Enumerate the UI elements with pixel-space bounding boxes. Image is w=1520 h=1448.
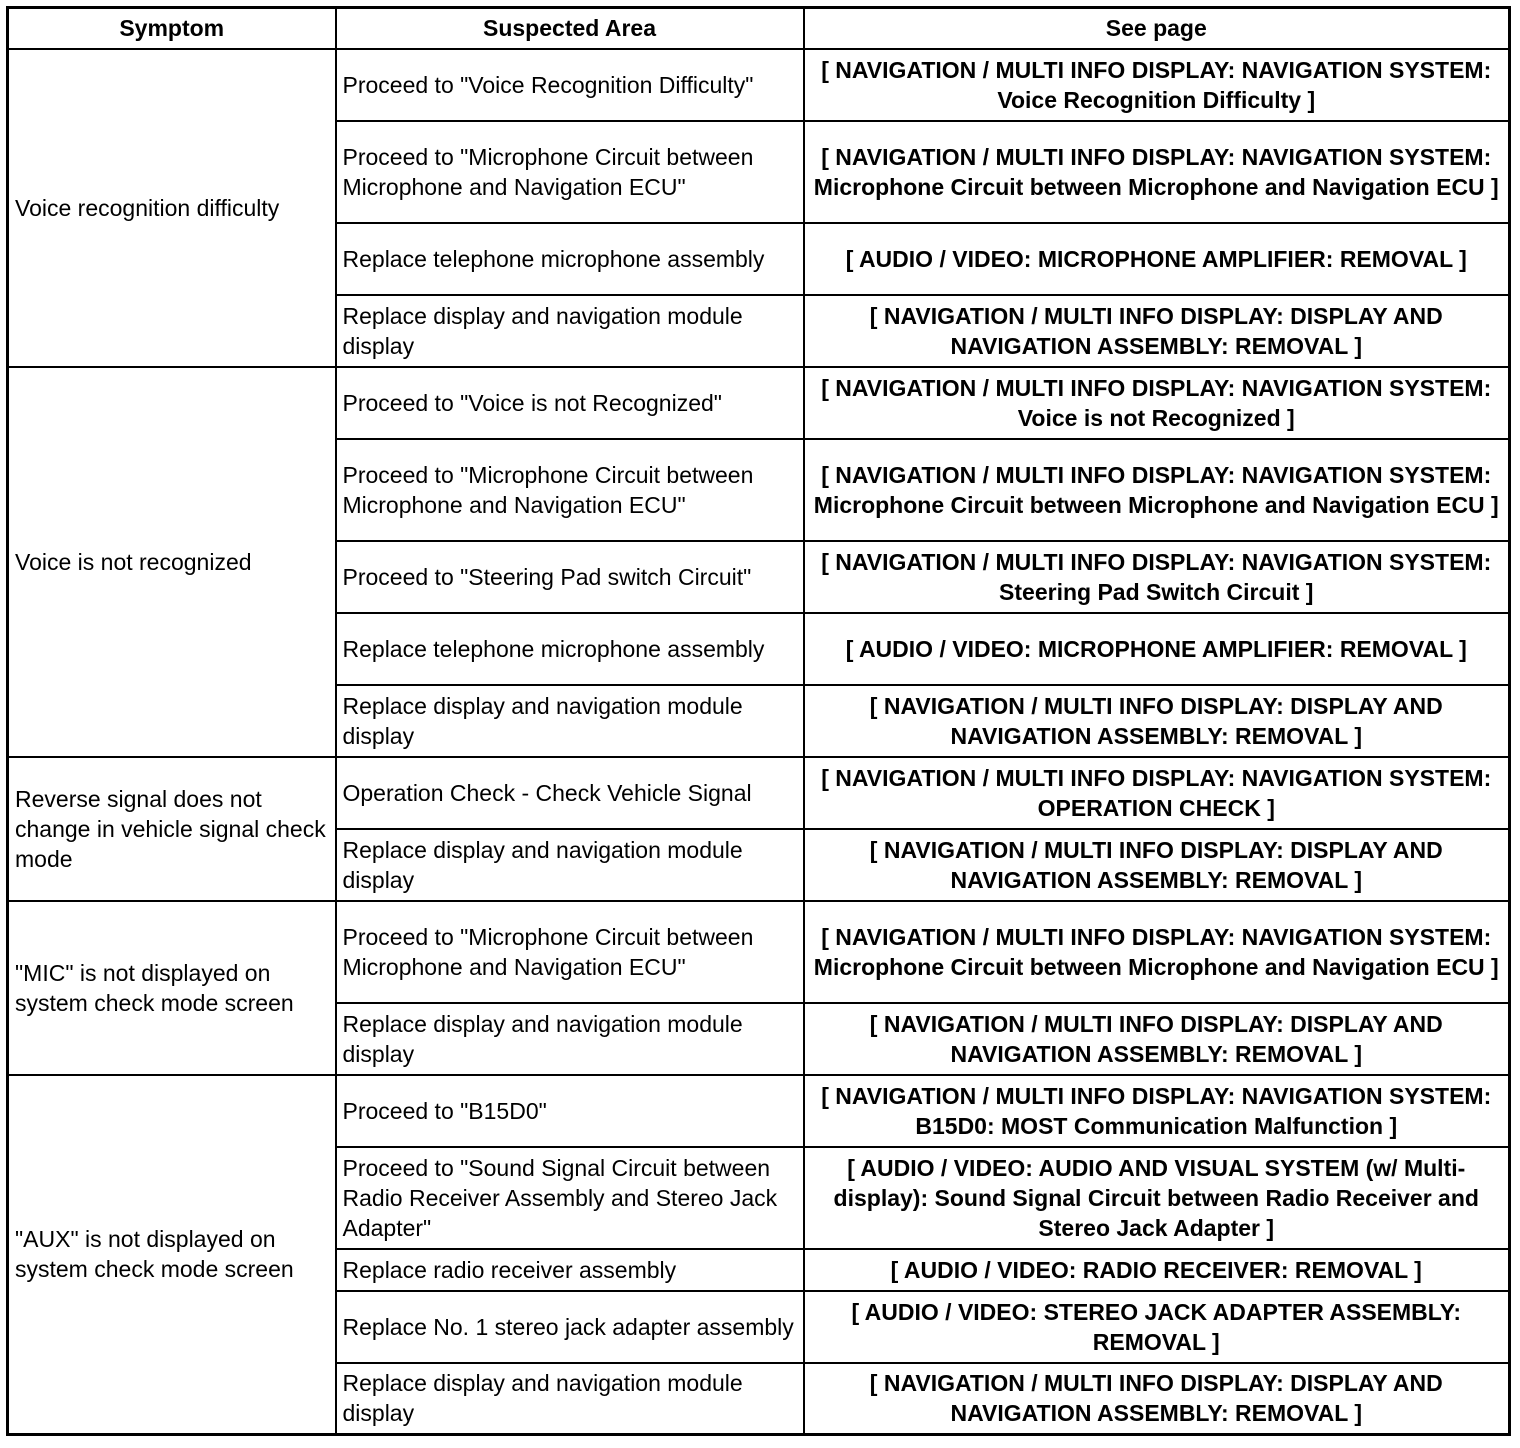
table-row xyxy=(8,367,1510,439)
symptom-cell: Voice recognition difficulty xyxy=(8,49,336,367)
header-see-page: See page xyxy=(804,8,1510,49)
suspected-area-cell: Proceed to "B15D0" xyxy=(336,1075,804,1147)
see-page-link[interactable]: [ NAVIGATION / MULTI INFO DISPLAY: NAVIGATION SYSTEM: OPERATION CHECK ] xyxy=(804,757,1510,829)
symptom-cell: "MIC" is not displayed on system check mode screen xyxy=(8,901,336,1075)
suspected-area-cell: Proceed to "Steering Pad switch Circuit" xyxy=(336,541,804,613)
symptom-table xyxy=(6,6,1511,1436)
see-page-link[interactable]: [ NAVIGATION / MULTI INFO DISPLAY: NAVIGATION SYSTEM: Microphone Circuit between Microphone and Navigation ECU ] xyxy=(804,901,1510,1003)
see-page-link[interactable]: [ AUDIO / VIDEO: AUDIO AND VISUAL SYSTEM (w/ Multi-display): Sound Signal Circuit between Radio Receiver and Stereo Jack Adapter ] xyxy=(804,1147,1510,1249)
table-row xyxy=(8,757,1510,829)
header-suspected-area: Suspected Area xyxy=(336,8,804,49)
table-row xyxy=(8,49,1510,121)
suspected-area-cell: Replace display and navigation module display xyxy=(336,1363,804,1435)
see-page-link[interactable]: [ NAVIGATION / MULTI INFO DISPLAY: DISPLAY AND NAVIGATION ASSEMBLY: REMOVAL ] xyxy=(804,295,1510,367)
see-page-link[interactable]: [ NAVIGATION / MULTI INFO DISPLAY: DISPLAY AND NAVIGATION ASSEMBLY: REMOVAL ] xyxy=(804,685,1510,757)
see-page-link[interactable]: [ AUDIO / VIDEO: RADIO RECEIVER: REMOVAL ] xyxy=(804,1249,1510,1291)
see-page-link[interactable]: [ NAVIGATION / MULTI INFO DISPLAY: NAVIGATION SYSTEM: B15D0: MOST Communication Malfunction ] xyxy=(804,1075,1510,1147)
suspected-area-cell: Replace display and navigation module display xyxy=(336,1003,804,1075)
suspected-area-cell: Replace radio receiver assembly xyxy=(336,1249,804,1291)
see-page-link[interactable]: [ NAVIGATION / MULTI INFO DISPLAY: NAVIGATION SYSTEM: Voice is not Recognized ] xyxy=(804,367,1510,439)
suspected-area-cell: Replace display and navigation module display xyxy=(336,685,804,757)
suspected-area-cell: Replace telephone microphone assembly xyxy=(336,613,804,685)
suspected-area-cell: Replace display and navigation module display xyxy=(336,829,804,901)
suspected-area-cell: Proceed to "Microphone Circuit between Microphone and Navigation ECU" xyxy=(336,439,804,541)
see-page-link[interactable]: [ NAVIGATION / MULTI INFO DISPLAY: DISPLAY AND NAVIGATION ASSEMBLY: REMOVAL ] xyxy=(804,1363,1510,1435)
see-page-link[interactable]: [ NAVIGATION / MULTI INFO DISPLAY: NAVIGATION SYSTEM: Microphone Circuit between Microphone and Navigation ECU ] xyxy=(804,121,1510,223)
suspected-area-cell: Proceed to "Microphone Circuit between Microphone and Navigation ECU" xyxy=(336,121,804,223)
suspected-area-cell: Operation Check - Check Vehicle Signal xyxy=(336,757,804,829)
suspected-area-cell: Replace display and navigation module display xyxy=(336,295,804,367)
suspected-area-cell: Proceed to "Voice Recognition Difficulty" xyxy=(336,49,804,121)
see-page-link[interactable]: [ AUDIO / VIDEO: MICROPHONE AMPLIFIER: REMOVAL ] xyxy=(804,613,1510,685)
suspected-area-cell: Proceed to "Voice is not Recognized" xyxy=(336,367,804,439)
header-symptom: Symptom xyxy=(8,8,336,49)
symptom-cell: Reverse signal does not change in vehicle signal check mode xyxy=(8,757,336,901)
see-page-link[interactable]: [ NAVIGATION / MULTI INFO DISPLAY: NAVIGATION SYSTEM: Microphone Circuit between Microphone and Navigation ECU ] xyxy=(804,439,1510,541)
see-page-link[interactable]: [ NAVIGATION / MULTI INFO DISPLAY: DISPLAY AND NAVIGATION ASSEMBLY: REMOVAL ] xyxy=(804,1003,1510,1075)
table-row xyxy=(8,901,1510,1003)
see-page-link[interactable]: [ AUDIO / VIDEO: STEREO JACK ADAPTER ASSEMBLY: REMOVAL ] xyxy=(804,1291,1510,1363)
symptom-cell: Voice is not recognized xyxy=(8,367,336,757)
suspected-area-cell: Proceed to "Sound Signal Circuit between Radio Receiver Assembly and Stereo Jack Adapter" xyxy=(336,1147,804,1249)
see-page-link[interactable]: [ NAVIGATION / MULTI INFO DISPLAY: NAVIGATION SYSTEM: Steering Pad Switch Circuit ] xyxy=(804,541,1510,613)
see-page-link[interactable]: [ NAVIGATION / MULTI INFO DISPLAY: DISPLAY AND NAVIGATION ASSEMBLY: REMOVAL ] xyxy=(804,829,1510,901)
table-row xyxy=(8,1075,1510,1147)
see-page-link[interactable]: [ NAVIGATION / MULTI INFO DISPLAY: NAVIGATION SYSTEM: Voice Recognition Difficulty ] xyxy=(804,49,1510,121)
header-row xyxy=(8,8,1510,49)
see-page-link[interactable]: [ AUDIO / VIDEO: MICROPHONE AMPLIFIER: REMOVAL ] xyxy=(804,223,1510,295)
suspected-area-cell: Replace telephone microphone assembly xyxy=(336,223,804,295)
suspected-area-cell: Replace No. 1 stereo jack adapter assembly xyxy=(336,1291,804,1363)
suspected-area-cell: Proceed to "Microphone Circuit between Microphone and Navigation ECU" xyxy=(336,901,804,1003)
symptom-cell: "AUX" is not displayed on system check mode screen xyxy=(8,1075,336,1435)
